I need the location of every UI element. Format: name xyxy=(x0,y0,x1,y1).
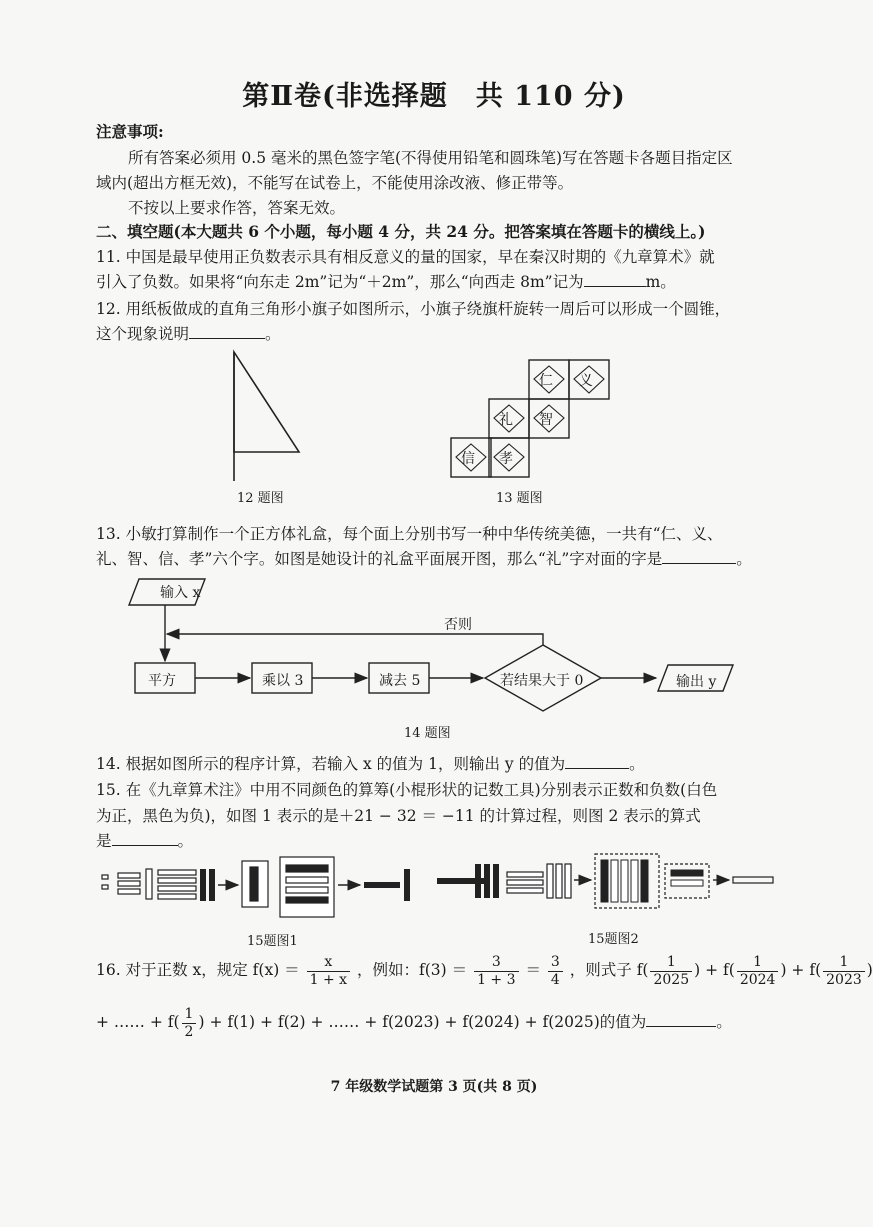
q16-frac-half xyxy=(182,1006,197,1041)
flow-times3-label: 乘以 3 xyxy=(262,673,304,689)
q11-line-2 xyxy=(96,270,676,292)
cell-li: 礼 xyxy=(499,412,513,428)
q14-answer-blank xyxy=(565,754,629,769)
q16-frac-2024 xyxy=(737,954,779,989)
q16-text-7: ) xyxy=(866,961,873,979)
flow-else-label: 否则 xyxy=(444,617,472,633)
frac-den: 2023 xyxy=(826,971,862,988)
q15-figure-2 xyxy=(435,850,780,925)
q15-text: 是 xyxy=(96,832,112,850)
q11-unit: m。 xyxy=(645,273,676,291)
frac-num: 1 xyxy=(182,1006,197,1024)
triangle-flag xyxy=(234,352,299,452)
q16-text-9: ) + f(1) + f(2) + …… + f(2023) + f(2024) + f(2025)的值为 xyxy=(198,1013,647,1031)
q11-answer-blank xyxy=(584,272,646,287)
q16-text-2: ，例如：f(3) ＝ xyxy=(357,961,468,979)
flow-input-label: 输入 x xyxy=(160,585,201,601)
q14-caption: 14 题图 xyxy=(404,726,451,741)
q16-end: 。 xyxy=(716,1013,732,1031)
frac-num: x xyxy=(307,954,350,972)
q13-line-2 xyxy=(96,547,752,569)
frac-den: 2025 xyxy=(653,971,690,988)
q16-frac-fx xyxy=(307,954,350,989)
q16-text-4: ，则式子 f( xyxy=(569,961,649,979)
q13-text: 礼、智、信、孝”六个字。如图是她设计的礼盒平面展开图，那么“礼”字对面的字是 xyxy=(96,550,663,568)
frac-den: 1 + x xyxy=(309,971,348,988)
frac-num: 1 xyxy=(737,954,779,972)
flow-decision-label: 若结果大于 0 xyxy=(500,673,584,689)
notice-line-1: 所有答案必须用 0.5 毫米的黑色签字笔(不得使用铅笔和圆珠笔)写在答题卡各题目指定区 xyxy=(128,149,733,167)
q15-caption-2: 15题图2 xyxy=(588,932,639,947)
q16-line-1 xyxy=(96,952,873,989)
q16-answer-blank xyxy=(646,1012,716,1027)
frac-den: 1 + 3 xyxy=(477,971,516,988)
frac-den: 2 xyxy=(184,1023,194,1040)
q16-frac-2025 xyxy=(650,954,692,989)
q16-frac-3-4 xyxy=(548,954,563,989)
q13-answer-blank xyxy=(662,549,736,564)
section-heading: 二、填空题(本大题共 6 个小题，每小题 4 分，共 24 分。把答案填在答题卡的横线上。) xyxy=(96,222,706,241)
notice-heading: 注意事项: xyxy=(96,122,164,141)
q16-text-5: ) + f( xyxy=(694,961,735,979)
flow-square-label: 平方 xyxy=(148,673,176,689)
frac-num: 1 xyxy=(823,954,865,972)
q16-text-1: 16. 对于正数 x，规定 f(x) ＝ xyxy=(96,961,300,979)
q15-answer-blank xyxy=(112,831,178,846)
q12-line-2 xyxy=(96,322,281,344)
q16-text-6: ) + f( xyxy=(780,961,822,979)
frac-den: 4 xyxy=(550,971,560,988)
q15-figure-1 xyxy=(100,855,420,925)
q13-caption: 13 题图 xyxy=(496,491,543,506)
q15-line-2: 为正，黑色为负)，如图 1 表示的是＋21 − 32 ＝ −11 的计算过程，则图 2 表示的算式 xyxy=(96,807,701,825)
q16-line-2 xyxy=(96,1004,732,1041)
q11-line-1: 11. 中国是最早使用正负数表示具有相反意义的量的国家，早在秦汉时期的《九章算术》就 xyxy=(96,248,715,266)
page-footer: 7 年级数学试题第 3 页(共 8 页) xyxy=(330,1079,538,1095)
q16-text-8: + …… + f( xyxy=(96,1013,180,1031)
q12-caption: 12 题图 xyxy=(237,491,284,506)
q16-frac-f3 xyxy=(474,954,518,989)
q13-end: 。 xyxy=(736,550,752,568)
q14-line-1 xyxy=(96,752,645,774)
frac-den: 2024 xyxy=(739,971,776,988)
frac-num: 1 xyxy=(650,954,692,972)
cell-yi: 义 xyxy=(579,373,593,389)
q13-cube-net xyxy=(451,358,613,480)
notice-line-3: 不按以上要求作答，答案无效。 xyxy=(128,199,346,217)
q12-text: 这个现象说明 xyxy=(96,325,190,343)
page-title: 第Ⅱ卷(非选择题 共 110 分) xyxy=(242,81,626,112)
q15-end: 。 xyxy=(177,832,194,850)
q15-line-1: 15. 在《九章算术注》中用不同颜色的算筹(小棍形状的记数工具)分别表示正数和负数(白色 xyxy=(96,781,718,799)
frac-num: 3 xyxy=(548,954,563,972)
cell-xin: 信 xyxy=(461,451,475,467)
cell-ren: 仁 xyxy=(539,373,553,389)
q15-caption-1: 15题图1 xyxy=(247,934,298,949)
q12-answer-blank xyxy=(189,324,265,339)
q11-text: 引入了负数。如果将“向东走 2m”记为“＋2m”，那么“向西走 8m”记为 xyxy=(96,273,584,291)
cell-xiao: 孝 xyxy=(499,451,513,467)
flow-minus5-label: 减去 5 xyxy=(379,673,421,689)
flow-output-label: 输出 y xyxy=(676,674,717,690)
cell-zhi: 智 xyxy=(539,412,553,428)
frac-num: 3 xyxy=(474,954,518,972)
q13-line-1: 13. 小敏打算制作一个正方体礼盒，每个面上分别书写一种中华传统美德，一共有“仁、义、 xyxy=(96,525,723,543)
q14-text: 14. 根据如图所示的程序计算，若输入 x 的值为 1，则输出 y 的值为 xyxy=(96,755,566,773)
notice-line-2: 域内(超出方框无效)，不能写在试卷上，不能使用涂改液、修正带等。 xyxy=(96,174,574,192)
q16-frac-2023 xyxy=(823,954,865,989)
q14-end: 。 xyxy=(629,755,645,773)
q12-flag-figure xyxy=(225,348,315,488)
q12-end: 。 xyxy=(265,325,281,343)
q16-text-3: ＝ xyxy=(525,961,541,979)
q14-flowchart xyxy=(125,575,745,715)
q15-line-3 xyxy=(96,829,193,851)
q12-line-1: 12. 用纸板做成的直角三角形小旗子如图所示，小旗子绕旗杆旋转一周后可以形成一个圆锥， xyxy=(96,300,731,318)
